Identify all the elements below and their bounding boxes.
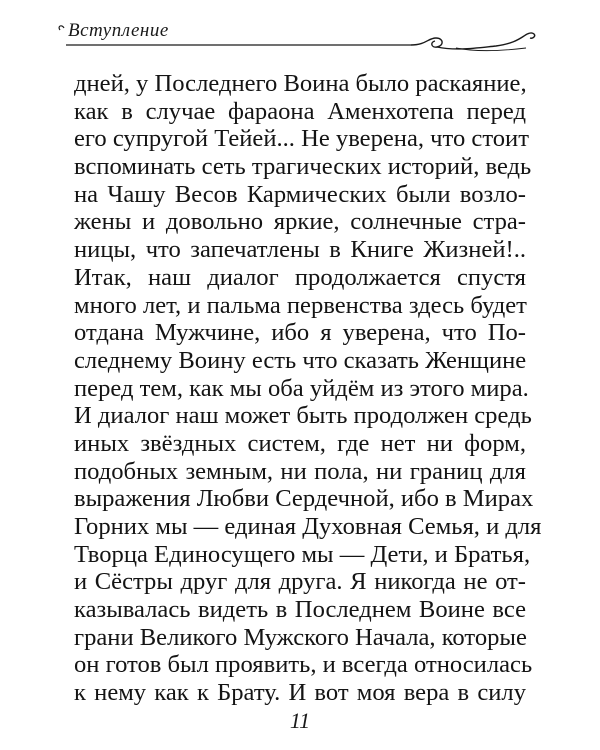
text-line: много лет, и пальма первенства здесь будет bbox=[74, 291, 527, 319]
text-line: иных звёздных систем, где нет ни форм, bbox=[74, 429, 526, 457]
text-line: подобных земным, ни пола, ни границ для bbox=[74, 457, 526, 485]
text-line: на Чашу Весов Кармических были возло- bbox=[74, 180, 526, 208]
page-number: 11 bbox=[289, 708, 311, 733]
text-line: отдана Мужчине, ибо я уверена, что По- bbox=[74, 319, 526, 347]
text-line: и Сёстры друг для друга. Я никогда не от- bbox=[74, 568, 526, 596]
text-line: дней, у Последнего Воина было раскаяние, bbox=[74, 70, 527, 97]
text-line: Итак, наш диалог продолжается спустя bbox=[74, 263, 526, 291]
text-line: его супругой Тейей... Не уверена, что стоит bbox=[74, 125, 529, 153]
text-line: Горних мы — единая Духовная Семья, и для bbox=[74, 513, 542, 540]
text-line: ницы, что запечатлены в Книге Жизней!.. bbox=[74, 236, 526, 264]
text-line: вспоминать сеть трагических историй, ведь bbox=[74, 153, 532, 181]
text-line: выражения Любви Сердечной, ибо в Мирах bbox=[74, 485, 534, 513]
text-line: жены и довольно яркие, солнечные стра- bbox=[74, 208, 526, 236]
text-line: перед тем, как мы оба уйдём из этого мира. bbox=[74, 374, 529, 402]
running-header bbox=[56, 18, 544, 58]
text-line: грани Великого Мужского Начала, которые bbox=[74, 623, 527, 651]
running-title: Вступление bbox=[68, 20, 169, 41]
text-line: он готов был проявить, и всегда относилась bbox=[74, 651, 533, 679]
text-line: И диалог наш может быть продолжен средь bbox=[74, 402, 532, 430]
text-line: Творца Единосущего мы — Дети, и Братья, bbox=[74, 540, 531, 568]
body-text bbox=[74, 70, 542, 707]
text-line: казывалась видеть в Последнем Воине все bbox=[74, 596, 526, 624]
text-line: к нему как к Брату. И вот моя вера в силу bbox=[74, 679, 526, 707]
text-line: следнему Воину есть что сказать Женщине bbox=[74, 346, 527, 374]
text-line: как в случае фараона Аменхотепа перед bbox=[74, 97, 526, 125]
